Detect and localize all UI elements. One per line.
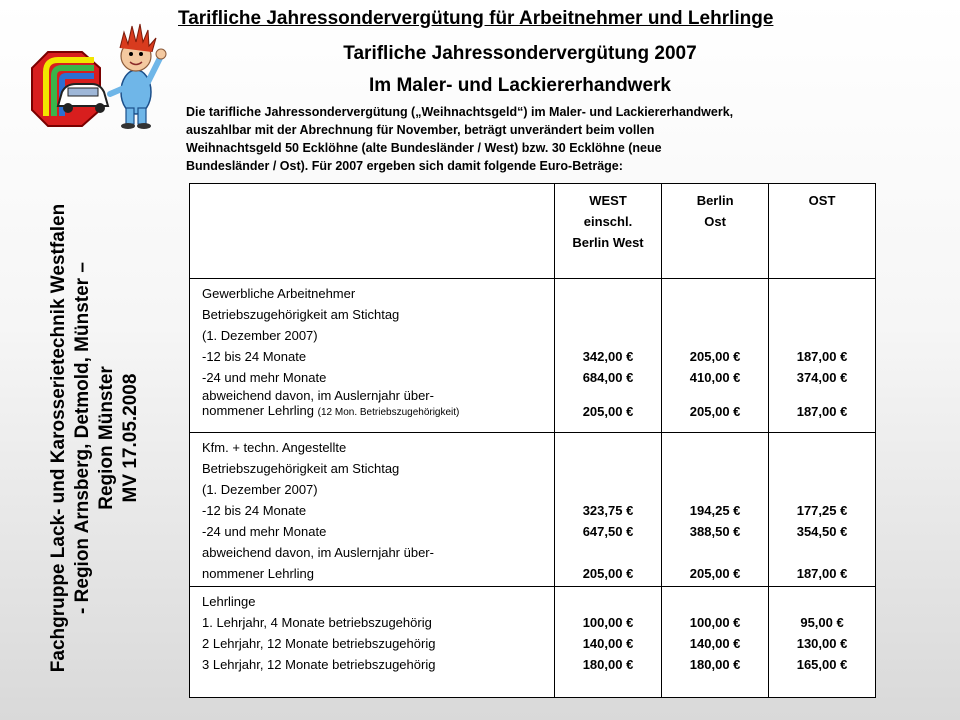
section-gewerbliche: Gewerbliche Arbeitnehmer Betriebszugehörigkeit am Stichtag (1. Dezember 2007) -12 bis 24 Monate -24 und mehr Monate abweichend davon, im Auslernjahr über- nommener Lehrling (12 Mon. Betriebszugehörigkeit) xyxy=(190,279,555,433)
sidebar-line: - Region Arnsberg, Detmold, Münster – xyxy=(72,262,93,614)
bonus-table xyxy=(189,183,876,698)
table-row xyxy=(190,433,876,587)
intro-paragraph xyxy=(186,103,856,175)
intro-line: Die tarifliche Jahressondervergütung („Weihnachtsgeld“) im Maler- und Lackiererhandwerk, xyxy=(186,105,734,119)
ost-values: 187,00 € 374,00 € 187,00 € xyxy=(769,279,876,433)
berlin-values: 194,25 € 388,50 € 205,00 € xyxy=(662,433,769,587)
sidebar-line: Region Münster xyxy=(96,366,117,510)
sidebar-line: MV 17.05.2008 xyxy=(120,373,141,503)
table-row xyxy=(190,279,876,433)
vertical-sidebar-text xyxy=(47,178,143,698)
intro-line: Weihnachtsgeld 50 Ecklöhne (alte Bundesländer / West) bzw. 30 Ecklöhne (neue xyxy=(186,141,662,155)
west-values: 323,75 € 647,50 € 205,00 € xyxy=(554,433,661,587)
section-angestellte: Kfm. + techn. Angestellte Betriebszugehörigkeit am Stichtag (1. Dezember 2007) -12 bis 24 Monate -24 und mehr Monate abweichend davon, im Auslernjahr über- nommener Lehrling xyxy=(190,433,555,587)
sidebar-line: Fachgruppe Lack- und Karosserietechnik Westfalen xyxy=(48,203,69,673)
painter-mascot-car-logo xyxy=(28,10,168,130)
header-west: WEST einschl. Berlin West xyxy=(554,184,661,279)
table-header-row xyxy=(190,184,876,279)
berlin-values: 100,00 € 140,00 € 180,00 € xyxy=(662,587,769,698)
ost-values: 177,25 € 354,50 € 187,00 € xyxy=(769,433,876,587)
west-values: 342,00 € 684,00 € 205,00 € xyxy=(554,279,661,433)
table-row xyxy=(190,587,876,698)
section-lehrlinge: Lehrlinge 1. Lehrjahr, 4 Monate betriebszugehörig 2 Lehrjahr, 12 Monate betriebszugehörig 3 Lehrjahr, 12 Monate betriebszugehörig xyxy=(190,587,555,698)
intro-line: Bundesländer / Ost). Für 2007 ergeben sich damit folgende Euro-Beträge: xyxy=(186,159,623,173)
berlin-values: 205,00 € 410,00 € 205,00 € xyxy=(662,279,769,433)
subtitle-line-1: Tarifliche Jahressondervergütung 2007 xyxy=(343,43,697,64)
header-ost: OST xyxy=(769,184,876,279)
subtitle-line-2: Im Maler- und Lackiererhandwerk xyxy=(369,75,671,96)
ost-values: 95,00 € 130,00 € 165,00 € xyxy=(769,587,876,698)
west-values: 100,00 € 140,00 € 180,00 € xyxy=(554,587,661,698)
header-empty-cell xyxy=(190,184,555,279)
header-berlin-ost: Berlin Ost xyxy=(662,184,769,279)
page-title: Tarifliche Jahressondervergütung für Arbeitnehmer und Lehrlinge xyxy=(178,8,774,29)
intro-line: auszahlbar mit der Abrechnung für November, beträgt unverändert beim vollen xyxy=(186,123,655,137)
